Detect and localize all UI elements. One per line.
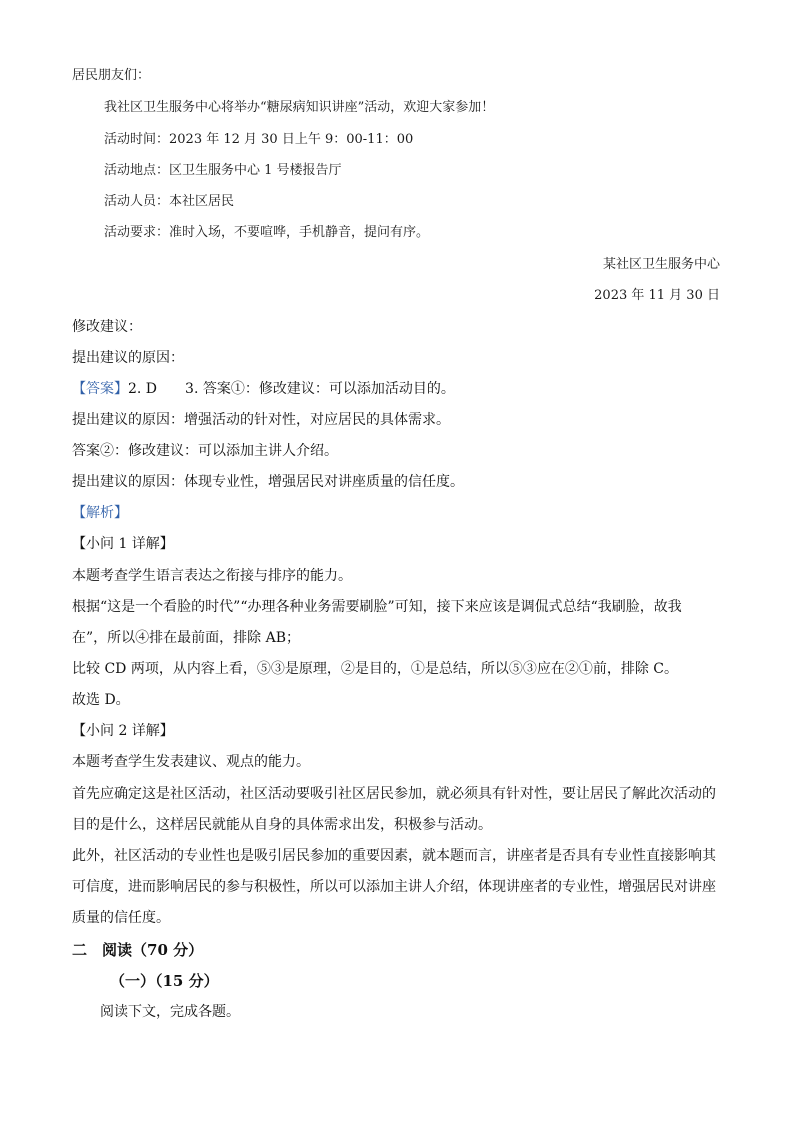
answer-line-2: 提出建议的原因：增强活动的针对性，对应居民的具体需求。 xyxy=(72,412,450,428)
notice-time: 活动时间：2023 年 12 月 30 日上午 9：00-11：00 xyxy=(104,132,414,147)
q1-title: 【小问 1 详解】 xyxy=(72,536,174,552)
prompt-reason: 提出建议的原因： xyxy=(72,350,184,366)
q1-line: 本题考查学生语言表达之衔接与排序的能力。 xyxy=(72,568,352,584)
notice-greeting: 居民朋友们： xyxy=(72,68,151,83)
q2-line: 此外，社区活动的专业性也是吸引居民参加的重要因素，就本题而言，讲座者是否具有专业性直接影响其 xyxy=(72,848,716,864)
q1-line: 故选 D。 xyxy=(72,692,130,708)
q2-title: 【小问 2 详解】 xyxy=(72,723,174,739)
notice-people: 活动人员：本社区居民 xyxy=(104,194,235,209)
notice-requirements: 活动要求：准时入场，不要喧哗，手机静音，提问有序。 xyxy=(104,225,430,240)
answer-tag: 【答案】 xyxy=(72,381,128,397)
notice-date: 2023 年 11 月 30 日 xyxy=(594,288,720,303)
q1-line: 在”，所以④排在最前面，排除 AB； xyxy=(72,630,301,646)
answer-line-3: 答案②：修改建议：可以添加主讲人介绍。 xyxy=(72,443,338,459)
prompt-suggestion: 修改建议： xyxy=(72,319,142,335)
q2-line: 可信度，进而影响居民的参与积极性，所以可以添加主讲人介绍，体现讲座者的专业性，增强居民对讲座 xyxy=(72,879,716,895)
answer-line-4: 提出建议的原因：体现专业性，增强居民对讲座质量的信任度。 xyxy=(72,474,464,490)
q1-line: 比较 CD 两项，从内容上看，⑤③是原理，②是目的，①是总结，所以⑤③应在②①前，排除 C。 xyxy=(72,661,678,677)
q2-line: 目的是什么，这样居民就能从自身的具体需求出发，积极参与活动。 xyxy=(72,817,492,833)
section-sub-heading: （一）（15 分） xyxy=(110,972,219,990)
q1-line: 根据“这是一个看脸的时代”“办理各种业务需要刷脸”可知，接下来应该是调侃式总结“我刷脸，故我 xyxy=(72,599,682,615)
answer-line-1 xyxy=(72,379,734,399)
notice-intro: 我社区卫生服务中心将举办“糖尿病知识讲座”活动，欢迎大家参加！ xyxy=(104,100,495,115)
q2-line: 首先应确定这是社区活动，社区活动要吸引社区居民参加，就必须具有针对性，要让居民了解此次活动的 xyxy=(72,786,716,802)
answer-text-1: 2. D 3. 答案①：修改建议：可以添加活动目的。 xyxy=(128,381,455,397)
section-heading: 二 阅读（70 分） xyxy=(72,941,204,959)
q2-line: 质量的信任度。 xyxy=(72,910,170,926)
analysis-tag: 【解析】 xyxy=(72,505,128,521)
section-instruction: 阅读下文，完成各题。 xyxy=(100,1004,240,1020)
notice-signature: 某社区卫生服务中心 xyxy=(602,257,720,272)
q2-line: 本题考查学生发表建议、观点的能力。 xyxy=(72,754,310,770)
notice-place: 活动地点：区卫生服务中心 1 号楼报告厅 xyxy=(104,163,342,178)
